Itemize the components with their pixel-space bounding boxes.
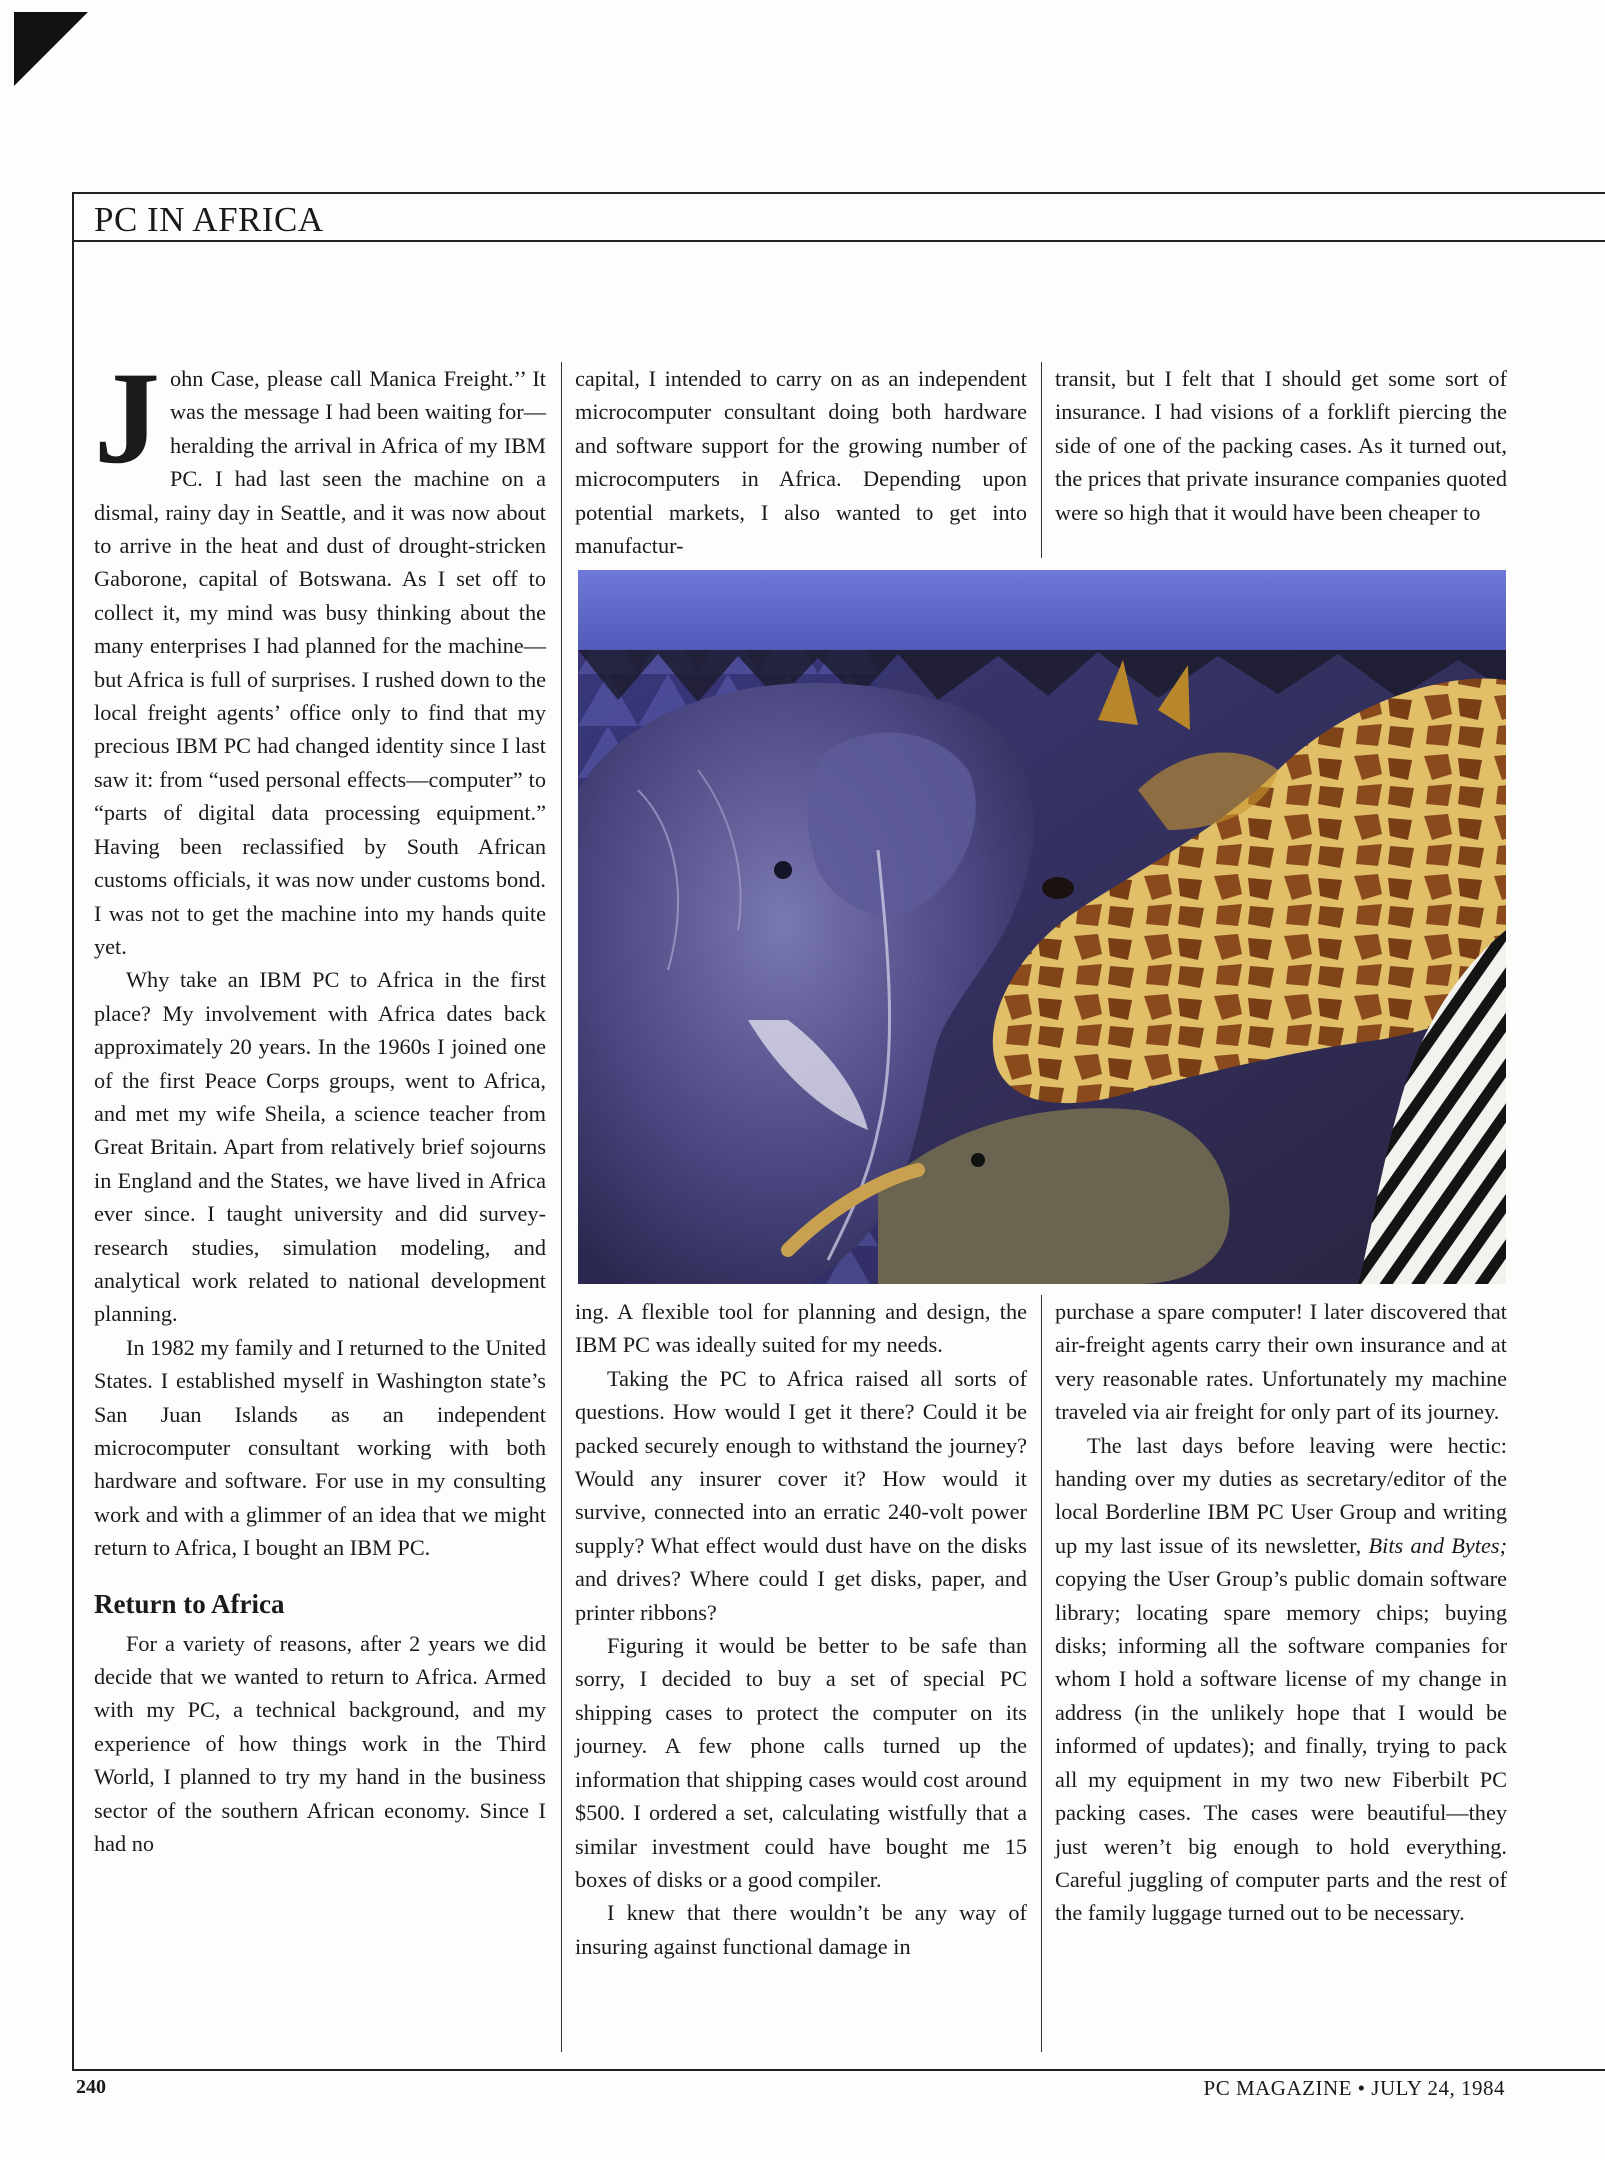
publication-footer: PC MAGAZINE • JULY 24, 1984 xyxy=(1203,2076,1505,2100)
page-number: 240 xyxy=(76,2076,106,2098)
article-paragraph: ing. A flexible tool for planning and design, the IBM PC was ideally suited for my needs. xyxy=(575,1299,1027,1358)
article-paragraph: purchase a spare computer! I later discovered that air-freight agents carry their own insurance and at very reasonable rates. Unfortunately my machine traveled via air freight for only part of its journey. xyxy=(1055,1299,1507,1425)
article-column-2-top xyxy=(575,362,1027,562)
article-paragraph: Taking the PC to Africa raised all sorts of questions. How would I get it there? Could it be packed securely enough to withstand the journey? Would any insurer cover it? How would it survive, connected into an erratic 240-volt power supply? What effect would dust have on the disks and drives? Where could I get disks, paper, and printer ribbons? xyxy=(575,1365,1027,1625)
article-column-1 xyxy=(94,344,546,2062)
page-left-rule xyxy=(72,192,74,2070)
article-column-3-bottom xyxy=(1055,1295,1507,2065)
paragraph-text: copying the User Group’s public domain software library; locating spare memory chips; buying disks; informing all the software companies for whom I hold a software license of my change in address (in the unlikely hope that I would be informed of updates); and finally, trying to pack all my equipment in my two new Fiberbilt PC packing cases. The cases were beautiful—they just weren’t big enough to hold everything. Careful juggling of computer parts and the rest of the family luggage turned out to be necessary. xyxy=(1055,1566,1507,1926)
article-paragraph xyxy=(94,344,546,963)
article-paragraph: transit, but I felt that I should get some sort of insurance. I had visions of a forklift piercing the side of one of the packing cases. As it turned out, the prices that private insurance companies quoted were so high that it would have been cheaper to xyxy=(1055,366,1507,525)
article-paragraph: In 1982 my family and I returned to the United States. I established myself in Washington state’s San Juan Islands as an independent microcomputer consultant working with both hardware and software. For use in my consulting work and with a glimmer of an idea that we might return to Africa, I bought an IBM PC. xyxy=(94,1334,546,1561)
newsletter-title: Bits and Bytes; xyxy=(1368,1532,1507,1558)
article-column-3-top xyxy=(1055,362,1507,562)
corner-triangle-mark xyxy=(14,12,88,86)
wildlife-illustration xyxy=(578,570,1506,1284)
section-title: PC IN AFRICA xyxy=(94,200,324,239)
column-divider xyxy=(1041,362,1042,558)
article-paragraph: For a variety of reasons, after 2 years we did decide that we wanted to return to Africa. Armed with my PC, a technical background, and my experience of how things work in the Third World, I planned to try my hand in the business sector of the southern African economy. Since I had no xyxy=(94,1630,546,1857)
article-column-2-bottom xyxy=(575,1295,1027,2065)
drop-cap: J xyxy=(94,344,160,491)
column-divider xyxy=(1041,1295,1042,2052)
article-paragraph: I knew that there wouldn’t be any way of insuring against functional damage in xyxy=(575,1900,1027,1959)
article-paragraph: capital, I intended to carry on as an independent microcomputer consultant doing both hardware and software support for the growing number of microcomputers in Africa. Depending upon potential markets, I also wanted to get into manufactur- xyxy=(575,366,1027,559)
header-rule-bottom xyxy=(72,240,1605,242)
subheading: Return to Africa xyxy=(94,1588,285,1619)
footer-rule xyxy=(72,2069,1605,2071)
article-paragraph xyxy=(1055,1429,1507,1930)
article-paragraph: Why take an IBM PC to Africa in the first place? My involvement with Africa dates back approximately 20 years. In the 1960s I joined one of the first Peace Corps groups, went to Africa, and met my wife Sheila, a science teacher from Great Britain. Apart from relatively brief sojourns in England and the States, we have lived in Africa ever since. I taught university and did survey-research studies, simulation modeling, and analytical work related to national development planning. xyxy=(94,967,546,1327)
article-paragraph: Figuring it would be better to be safe than sorry, I decided to buy a set of special PC shipping cases to protect the computer on its journey. A few phone calls turned up the information that shipping cases would cost around $500. I ordered a set, calculating wistfully that a similar investment could have bought me 15 boxes of disks or a good compiler. xyxy=(575,1633,1027,1892)
paragraph-text: ohn Case, please call Manica Freight.’’ It was the message I had been waiting for—heralding the arrival in Africa of my IBM PC. I had last seen the machine on a dismal, rainy day in Seattle, and it was now about to arrive in the heat and dust of drought-stricken Gaborone, capital of Botswana. As I set off to collect it, my mind was busy thinking about the many enterprises I had planned for the machine—but Africa is full of surprises. I rushed down to the local freight agents’ office only to find that my precious IBM PC had changed identity since I last saw it: from “used personal effects—computer” to “parts of digital data processing equipment.” Having been reclassified by South African customs officials, it was now under customs bond. I was not to get the machine into my hands quite yet. xyxy=(94,366,546,959)
illustration-svg xyxy=(578,570,1506,1284)
paragraph-text: The last days before leaving were hectic: handing over my duties as secretary/editor of the local Borderline IBM PC User Group and writing up my last issue of its newsletter, xyxy=(1055,1432,1507,1558)
column-divider xyxy=(561,362,562,2052)
header-rule-top xyxy=(72,192,1605,194)
